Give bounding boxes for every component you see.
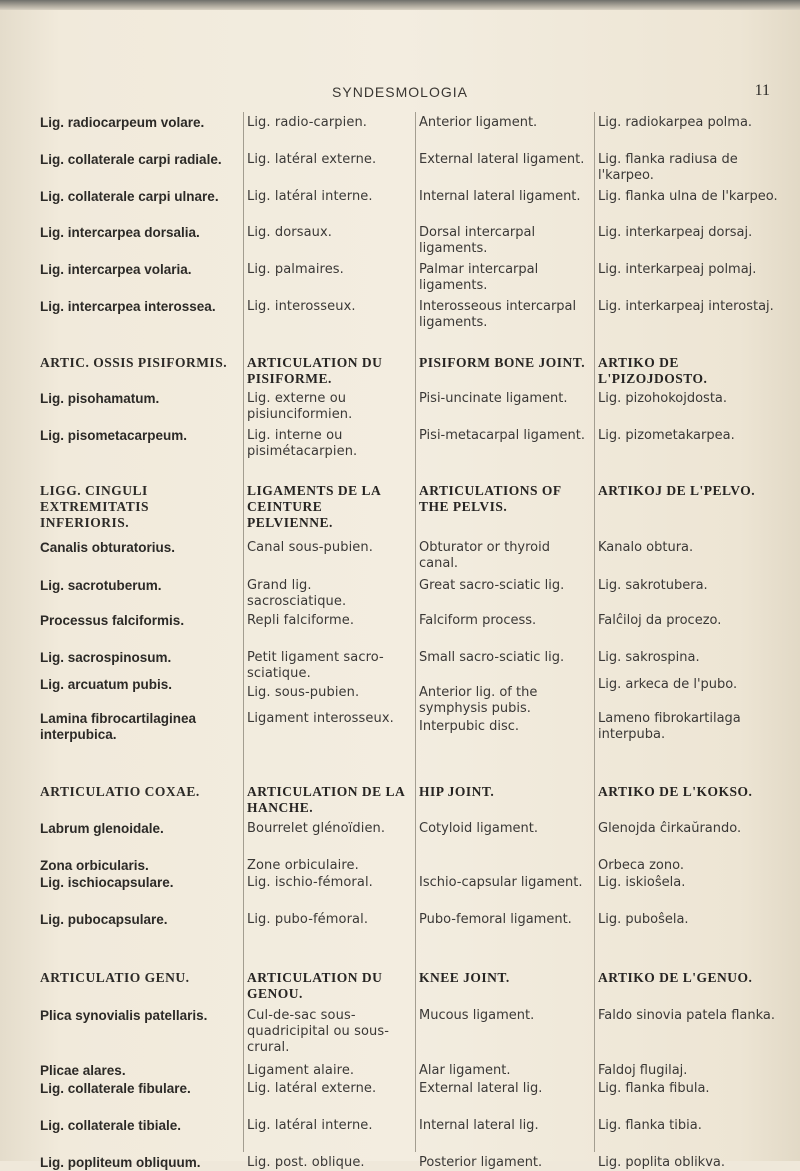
english-section-heading: ARTICULATIONS OF THE PELVIS. <box>419 483 562 514</box>
latin-entry: Lig. radiocarpeum volare. <box>40 115 205 130</box>
esperanto-entry: Lameno fibrokartilaga interpuba. <box>598 711 741 742</box>
page-top-edge <box>0 0 800 10</box>
esperanto-entry: Lig. pizometakarpea. <box>598 428 735 443</box>
esperanto-entry: Lig. flanka ulna de l'karpeo. <box>598 189 778 204</box>
esperanto-entry: Lig. radiokarpea polma. <box>598 115 753 130</box>
esperanto-entry: Lig. poplita oblikva. <box>598 1155 725 1170</box>
french-entry: Cul-de-sac sous-quadricipital ou sous-crural. <box>247 1008 390 1055</box>
latin-entry: Lig. intercarpea interossea. <box>40 299 216 314</box>
latin-entry: Zona orbicularis. <box>40 858 149 873</box>
english-entry: Internal lateral lig. <box>419 1118 539 1133</box>
english-section-heading: KNEE JOINT. <box>419 970 510 985</box>
english-entry: Mucous ligament. <box>419 1008 535 1023</box>
english-entry: Posterior ligament. <box>419 1155 543 1170</box>
french-entry: Bourrelet glénoïdien. <box>247 821 386 836</box>
esperanto-entry: Lig. flanka tibia. <box>598 1118 702 1133</box>
english-entry: External lateral lig. <box>419 1081 543 1096</box>
latin-entry: Processus falciformis. <box>40 613 185 628</box>
french-section-heading: LIGAMENTS DE LA CEINTURE PELVIENNE. <box>247 483 381 530</box>
latin-entry: Lig. popliteum obliquum. <box>40 1155 201 1170</box>
english-entry: Anterior ligament. <box>419 115 538 130</box>
english-entry: Interosseous intercarpal ligaments. <box>419 299 577 330</box>
french-section-heading: ARTICULATION DU PISIFORME. <box>247 355 383 386</box>
english-entry: Pisi-metacarpal ligament. <box>419 428 585 443</box>
esperanto-section-heading: ARTIKOJ DE L'PELVO. <box>598 483 756 498</box>
esperanto-entry: Lig. iskioŝela. <box>598 875 686 890</box>
french-entry: Lig. post. oblique. <box>247 1155 365 1170</box>
latin-entry: Lig. ischiocapsulare. <box>40 875 174 890</box>
esperanto-entry: Lig. sakrotubera. <box>598 578 708 593</box>
french-entry: Canal sous-pubien. <box>247 540 373 555</box>
french-section-heading: ARTICULATION DU GENOU. <box>247 970 383 1001</box>
french-entry: Lig. palmaires. <box>247 262 344 277</box>
latin-section-heading: ARTIC. OSSIS PISIFORMIS. <box>40 355 228 370</box>
french-entry: Ligament interosseux. <box>247 711 394 726</box>
english-section-heading: HIP JOINT. <box>419 784 495 799</box>
french-entry: Lig. latéral interne. <box>247 1118 373 1133</box>
french-entry: Zone orbiculaire. <box>247 858 359 873</box>
column-divider <box>243 112 244 1152</box>
page-number: 11 <box>754 82 770 99</box>
french-entry: Repli falciforme. <box>247 613 355 628</box>
column-divider <box>415 112 416 1152</box>
english-entry: Pisi-uncinate ligament. <box>419 391 568 406</box>
english-entry: Small sacro-sciatic lig. <box>419 650 565 665</box>
esperanto-entry: Faldo sinovia patela flanka. <box>598 1008 775 1023</box>
column-divider <box>594 112 595 1152</box>
latin-entry: Lig. pisohamatum. <box>40 391 160 406</box>
latin-entry: Lig. pisometacarpeum. <box>40 428 188 443</box>
english-entry: Pubo-femoral ligament. <box>419 912 572 927</box>
french-entry: Lig. interne ou pisimétacarpien. <box>247 428 358 459</box>
esperanto-entry: Lig. puboŝela. <box>598 912 689 927</box>
esperanto-entry: Lig. flanka fibula. <box>598 1081 710 1096</box>
latin-entry: Lig. collaterale fibulare. <box>40 1081 191 1096</box>
french-entry: Lig. interosseux. <box>247 299 356 314</box>
french-entry: Lig. dorsaux. <box>247 225 333 240</box>
english-entry: Anterior lig. of the symphysis pubis. <box>419 685 538 716</box>
english-entry: Ischio-capsular ligament. <box>419 875 583 890</box>
latin-entry: Plica synovialis patellaris. <box>40 1008 208 1023</box>
english-entry: Internal lateral ligament. <box>419 189 581 204</box>
latin-entry: Lig. sacrospinosum. <box>40 650 172 665</box>
french-entry: Petit ligament sacro-sciatique. <box>247 650 384 681</box>
esperanto-section-heading: ARTIKO DE L'KOKSO. <box>598 784 753 799</box>
latin-entry: Lamina fibrocartilaginea interpubica. <box>40 711 197 742</box>
latin-entry: Lig. arcuatum pubis. <box>40 677 173 692</box>
english-entry: Falciform process. <box>419 613 537 628</box>
latin-section-heading: ARTICULATIO COXAE. <box>40 784 200 799</box>
french-entry: Lig. externe ou pisiunciformien. <box>247 391 353 422</box>
french-entry: Lig. latéral externe. <box>247 152 377 167</box>
english-entry: Great sacro-sciatic lig. <box>419 578 565 593</box>
latin-entry: Lig. collaterale carpi radiale. <box>40 152 222 167</box>
english-entry: Alar ligament. <box>419 1063 511 1078</box>
esperanto-entry: Lig. interkarpeaj polmaj. <box>598 262 757 277</box>
english-entry: Cotyloid ligament. <box>419 821 538 836</box>
english-entry: Interpubic disc. <box>419 719 520 734</box>
esperanto-entry: Falĉiloj da procezo. <box>598 613 722 628</box>
latin-section-heading: LIGG. CINGULI EXTREMITATIS INFERIORIS. <box>40 483 150 530</box>
latin-entry: Lig. sacrotuberum. <box>40 578 162 593</box>
esperanto-entry: Lig. pizohokojdosta. <box>598 391 728 406</box>
english-entry: Dorsal intercarpal ligaments. <box>419 225 536 256</box>
esperanto-section-heading: ARTIKO DE L'PIZOJDOSTO. <box>598 355 708 386</box>
french-entry: Lig. ischio-fémoral. <box>247 875 373 890</box>
esperanto-entry: Glenojda ĉirkaŭrando. <box>598 821 742 836</box>
esperanto-entry: Lig. sakrospina. <box>598 650 700 665</box>
latin-entry: Lig. collaterale carpi ulnare. <box>40 189 219 204</box>
french-section-heading: ARTICULATION DE LA HANCHE. <box>247 784 405 815</box>
latin-entry: Canalis obturatorius. <box>40 540 176 555</box>
french-entry: Lig. sous-pubien. <box>247 685 360 700</box>
english-entry: Palmar intercarpal ligaments. <box>419 262 539 293</box>
french-entry: Lig. pubo-fémoral. <box>247 912 369 927</box>
english-section-heading: PISIFORM BONE JOINT. <box>419 355 586 370</box>
latin-entry: Plicae alares. <box>40 1063 126 1078</box>
latin-entry: Labrum glenoidale. <box>40 821 164 836</box>
french-entry: Lig. latéral interne. <box>247 189 373 204</box>
esperanto-entry: Lig. arkeca de l'pubo. <box>598 677 738 692</box>
latin-entry: Lig. pubocapsulare. <box>40 912 168 927</box>
french-entry: Lig. latéral externe. <box>247 1081 377 1096</box>
esperanto-entry: Lig. interkarpeaj interostaj. <box>598 299 774 314</box>
esperanto-entry: Orbeca zono. <box>598 858 684 873</box>
esperanto-section-heading: ARTIKO DE L'GENUO. <box>598 970 753 985</box>
latin-section-heading: ARTICULATIO GENU. <box>40 970 190 985</box>
esperanto-entry: Lig. flanka radiusa de l'karpeo. <box>598 152 738 183</box>
latin-entry: Lig. intercarpea volaria. <box>40 262 192 277</box>
running-head: SYNDESMOLOGIA <box>332 84 468 100</box>
latin-entry: Lig. intercarpea dorsalia. <box>40 225 200 240</box>
esperanto-entry: Lig. interkarpeaj dorsaj. <box>598 225 753 240</box>
french-entry: Lig. radio-carpien. <box>247 115 368 130</box>
latin-entry: Lig. collaterale tibiale. <box>40 1118 182 1133</box>
french-entry: Ligament alaire. <box>247 1063 355 1078</box>
english-entry: Obturator or thyroid canal. <box>419 540 550 571</box>
esperanto-entry: Kanalo obtura. <box>598 540 694 555</box>
english-entry: External lateral ligament. <box>419 152 585 167</box>
french-entry: Grand lig. sacrosciatique. <box>247 578 347 609</box>
esperanto-entry: Faldoj flugilaj. <box>598 1063 688 1078</box>
